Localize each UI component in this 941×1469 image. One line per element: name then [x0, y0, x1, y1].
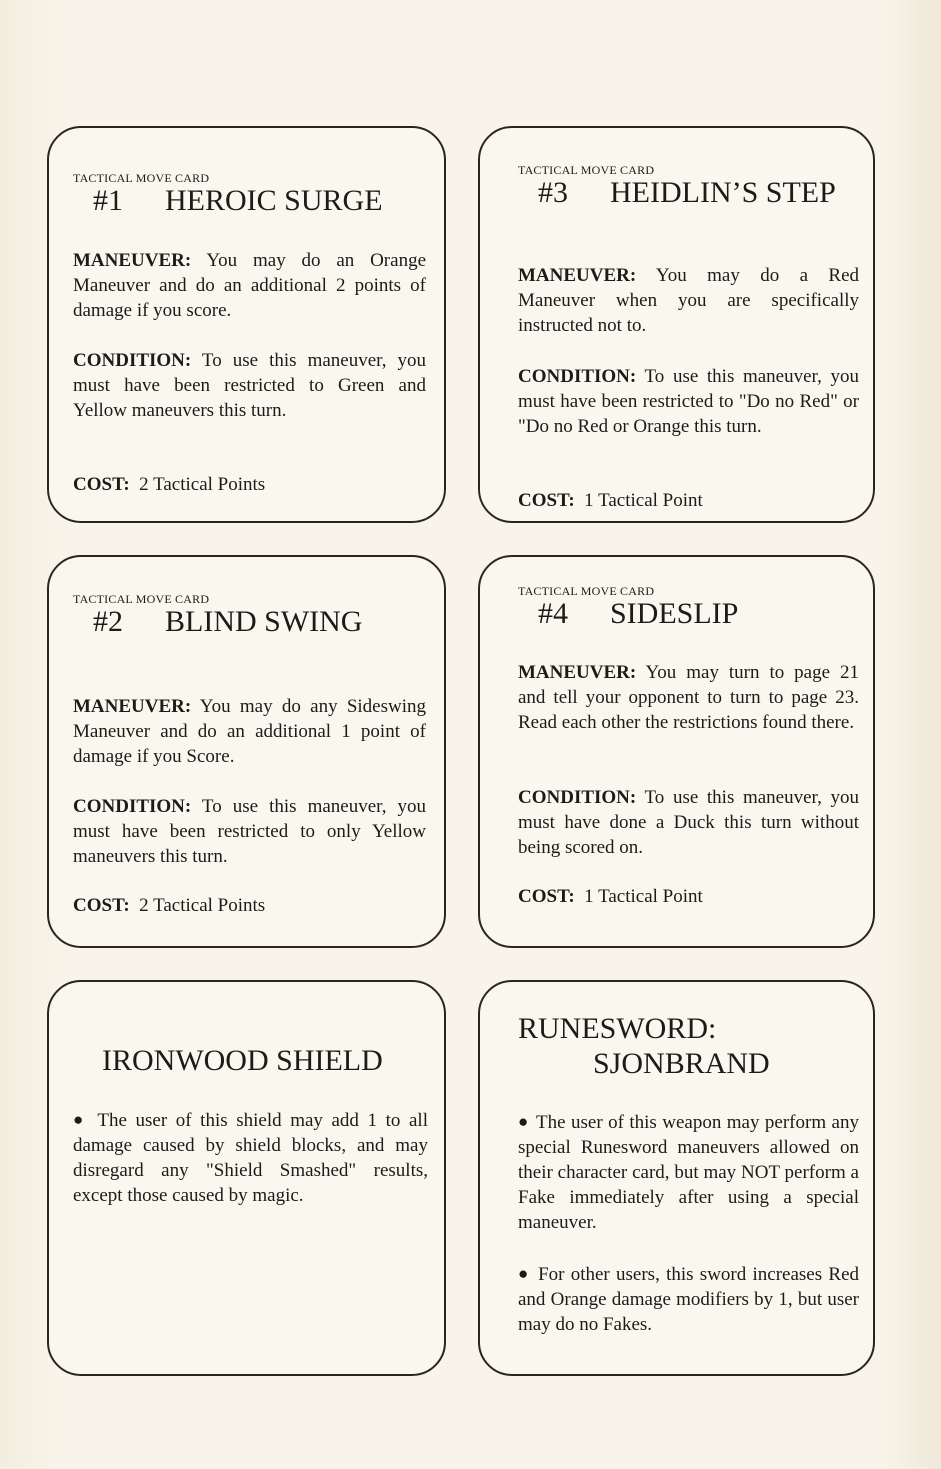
card-title	[93, 605, 362, 639]
cost-label: COST:	[518, 490, 575, 511]
maneuver-text: MANEUVER: You may do an Orange Maneuver and do an additional 2 points of damage if you score.	[73, 250, 426, 321]
condition-text: CONDITION: To use this maneuver, you must have been restricted to only Yellow maneuvers this turn.	[73, 796, 426, 867]
bullet-text: ● For other users, this sword increases Red and Orange damage modifiers by 1, but user may do no Fakes.	[518, 1264, 860, 1335]
bullet-icon: ●	[518, 1112, 529, 1131]
bullet-icon: ●	[73, 1110, 88, 1129]
cost-text: COST: 2 Tactical Points	[73, 474, 266, 495]
maneuver-text: MANEUVER: You may do any Sideswing Maneuver and do an additional 1 point of damage if you Score.	[73, 696, 427, 767]
cost-text: COST: 2 Tactical Points	[73, 895, 266, 916]
condition-label: CONDITION:	[73, 350, 192, 371]
maneuver-label: MANEUVER:	[73, 696, 192, 717]
condition-text: CONDITION: To use this maneuver, you must have been restricted to "Do no Red" or "Do no Red or Orange this turn.	[518, 366, 859, 437]
maneuver-label: MANEUVER:	[518, 265, 637, 286]
card-name: BLIND SWING	[165, 605, 363, 638]
card-sideslip	[478, 555, 875, 948]
card-title	[538, 176, 836, 210]
cost-label: COST:	[73, 895, 130, 916]
card-number: #1	[93, 184, 123, 217]
card-ironwood-shield	[47, 980, 446, 1376]
bullet-icon: ●	[518, 1264, 530, 1283]
condition-text: CONDITION: To use this maneuver, you must have been restricted to Green and Yellow maneuvers this turn.	[73, 350, 426, 421]
card-name: SIDESLIP	[610, 597, 739, 630]
card-blind-swing	[47, 555, 446, 948]
card-name: HEIDLIN’S STEP	[610, 176, 836, 209]
maneuver-label: MANEUVER:	[73, 250, 192, 271]
condition-label: CONDITION:	[518, 366, 637, 387]
card-kicker: TACTICAL MOVE CARD	[73, 592, 210, 606]
card-title	[538, 597, 738, 631]
card-number: #2	[93, 605, 123, 638]
cost-text: COST: 1 Tactical Point	[518, 490, 703, 511]
card-name-line-2: SJONBRAND	[593, 1047, 770, 1080]
card-kicker: TACTICAL MOVE CARD	[73, 171, 210, 185]
condition-text: CONDITION: To use this maneuver, you must have done a Duck this turn without being scored on.	[518, 787, 859, 858]
card-name: HEROIC SURGE	[165, 184, 383, 217]
cost-label: COST:	[73, 474, 130, 495]
maneuver-text: MANEUVER: You may do a Red Maneuver when you are specifically instructed not to.	[518, 265, 860, 336]
maneuver-label: MANEUVER:	[518, 662, 637, 683]
card-number: #3	[538, 176, 568, 209]
maneuver-text: MANEUVER: You may turn to page 21 and tell your opponent to turn to page 23. Read each other the restrictions found there.	[518, 662, 859, 733]
condition-label: CONDITION:	[73, 796, 192, 817]
card-name-line-1: RUNESWORD:	[518, 1012, 717, 1045]
cost-text: COST: 1 Tactical Point	[518, 886, 703, 907]
card-kicker: TACTICAL MOVE CARD	[518, 584, 655, 598]
card-name: IRONWOOD SHIELD	[102, 1044, 383, 1077]
card-kicker: TACTICAL MOVE CARD	[518, 163, 655, 177]
card-heroic-surge	[47, 126, 446, 523]
card-heidlins-step	[478, 126, 875, 523]
condition-label: CONDITION:	[518, 787, 637, 808]
bullet-text: ● The user of this shield may add 1 to all damage caused by shield blocks, and may disregard any "Shield Smashed" results, except those caused by magic.	[73, 1110, 428, 1206]
card-runesword-sjonbrand	[478, 980, 875, 1376]
cost-label: COST:	[518, 886, 575, 907]
card-title	[93, 184, 383, 218]
card-number: #4	[538, 597, 568, 630]
bullet-text: ● The user of this weapon may perform any special Runesword maneuvers allowed on their character card, but may NOT perform a Fake immediately after using a special maneuver.	[518, 1112, 859, 1233]
